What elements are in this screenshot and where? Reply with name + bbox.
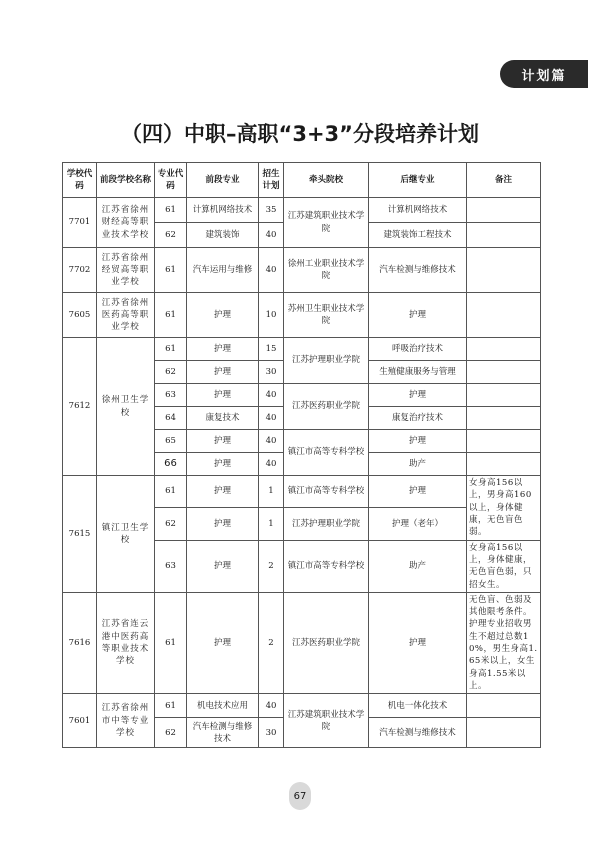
next-major: 建筑装饰工程技术	[369, 223, 467, 248]
header-plan: 招生计划	[259, 163, 284, 198]
front-major: 护理	[187, 476, 259, 508]
major-code: 62	[155, 508, 187, 540]
next-major: 护理	[369, 293, 467, 338]
plan-count: 2	[259, 540, 284, 592]
major-code: 65	[155, 430, 187, 453]
plan-count: 15	[259, 338, 284, 361]
plan-count: 1	[259, 508, 284, 540]
school-name: 江苏省徐州财经高等职业技术学校	[97, 198, 155, 248]
note: 女身高156以上，身体健康，无色盲色弱，只招女生。	[467, 540, 541, 592]
plan-count: 40	[259, 223, 284, 248]
plan-count: 40	[259, 453, 284, 476]
header-lead-college: 牵头院校	[284, 163, 369, 198]
front-major: 护理	[187, 338, 259, 361]
next-major: 助产	[369, 453, 467, 476]
note	[467, 293, 541, 338]
front-major: 护理	[187, 453, 259, 476]
major-code: 61	[155, 338, 187, 361]
major-code: 61	[155, 198, 187, 223]
school-name: 江苏省徐州经贸高等职业学校	[97, 248, 155, 293]
next-major: 护理	[369, 592, 467, 694]
lead-college: 江苏护理职业学院	[284, 338, 369, 384]
lead-college: 徐州工业职业技术学院	[284, 248, 369, 293]
lead-college: 苏州卫生职业技术学院	[284, 293, 369, 338]
note	[467, 430, 541, 453]
header-front-major: 前段专业	[187, 163, 259, 198]
front-major: 护理	[187, 540, 259, 592]
table-row	[63, 476, 541, 508]
front-major: 护理	[187, 430, 259, 453]
plan-count: 10	[259, 293, 284, 338]
next-major: 护理	[369, 430, 467, 453]
next-major: 康复治疗技术	[369, 407, 467, 430]
school-name: 江苏省徐州医药高等职业学校	[97, 293, 155, 338]
plan-count: 40	[259, 694, 284, 718]
note	[467, 338, 541, 361]
front-major: 护理	[187, 361, 259, 384]
front-major: 计算机网络技术	[187, 198, 259, 223]
major-code: 63	[155, 384, 187, 407]
note	[467, 453, 541, 476]
major-code: 61	[155, 293, 187, 338]
plan-count: 2	[259, 592, 284, 694]
plan-count: 30	[259, 718, 284, 748]
table-row	[63, 248, 541, 293]
school-code: 7702	[63, 248, 97, 293]
school-name: 江苏省徐州市中等专业学校	[97, 694, 155, 748]
plan-count: 40	[259, 384, 284, 407]
table-row	[63, 592, 541, 694]
school-name: 江苏省连云港中医药高等职业技术学校	[97, 592, 155, 694]
header-school-code: 学校代码	[63, 163, 97, 198]
note	[467, 718, 541, 748]
lead-college: 江苏建筑职业技术学院	[284, 694, 369, 748]
lead-college: 镇江市高等专科学校	[284, 540, 369, 592]
front-major: 汽车检测与维修技术	[187, 718, 259, 748]
school-code: 7701	[63, 198, 97, 248]
lead-college: 江苏建筑职业技术学院	[284, 198, 369, 248]
table-row	[63, 293, 541, 338]
major-code: 62	[155, 718, 187, 748]
next-major: 机电一体化技术	[369, 694, 467, 718]
section-badge: 计划篇	[500, 60, 588, 88]
header-school-name: 前段学校名称	[97, 163, 155, 198]
major-code: 62	[155, 223, 187, 248]
front-major: 护理	[187, 508, 259, 540]
table-header-row	[63, 163, 541, 198]
lead-college: 江苏医药职业学院	[284, 592, 369, 694]
front-major: 护理	[187, 293, 259, 338]
major-code: 63	[155, 540, 187, 592]
front-major: 护理	[187, 384, 259, 407]
next-major: 汽车检测与维修技术	[369, 718, 467, 748]
major-code: 61	[155, 694, 187, 718]
page-number: 67	[289, 782, 311, 810]
front-major: 机电技术应用	[187, 694, 259, 718]
lead-college: 江苏护理职业学院	[284, 508, 369, 540]
front-major: 康复技术	[187, 407, 259, 430]
lead-college: 镇江市高等专科学校	[284, 430, 369, 476]
major-code: 61	[155, 476, 187, 508]
next-major: 助产	[369, 540, 467, 592]
school-code: 7612	[63, 338, 97, 476]
plan-count: 40	[259, 430, 284, 453]
school-name: 镇江卫生学校	[97, 476, 155, 593]
front-major: 汽车运用与维修	[187, 248, 259, 293]
next-major: 汽车检测与维修技术	[369, 248, 467, 293]
front-major: 建筑装饰	[187, 223, 259, 248]
major-code: 66	[155, 453, 187, 476]
front-major: 护理	[187, 592, 259, 694]
school-name: 徐州卫生学校	[97, 338, 155, 476]
table-row	[63, 338, 541, 361]
next-major: 护理	[369, 476, 467, 508]
lead-college: 镇江市高等专科学校	[284, 476, 369, 508]
major-code: 61	[155, 248, 187, 293]
next-major: 生殖健康服务与管理	[369, 361, 467, 384]
header-note: 备注	[467, 163, 541, 198]
table-row	[63, 694, 541, 718]
note	[467, 248, 541, 293]
plan-count: 30	[259, 361, 284, 384]
note	[467, 361, 541, 384]
note	[467, 198, 541, 223]
note: 女身高156以上，男身高160以上，身体健康，无色盲色弱。	[467, 476, 541, 541]
next-major: 呼吸治疗技术	[369, 338, 467, 361]
next-major: 计算机网络技术	[369, 198, 467, 223]
next-major: 护理（老年）	[369, 508, 467, 540]
header-major-code: 专业代码	[155, 163, 187, 198]
note: 无色盲、色弱及其他限考条件。护理专业招收男生不超过总数10%，男生身高1.65米以上，女生身高1.55米以上。	[467, 592, 541, 694]
plan-count: 1	[259, 476, 284, 508]
note	[467, 384, 541, 407]
major-code: 64	[155, 407, 187, 430]
school-code: 7615	[63, 476, 97, 593]
header-next-major: 后继专业	[369, 163, 467, 198]
note	[467, 407, 541, 430]
school-code: 7601	[63, 694, 97, 748]
school-code: 7605	[63, 293, 97, 338]
major-code: 61	[155, 592, 187, 694]
school-code: 7616	[63, 592, 97, 694]
plan-count: 40	[259, 248, 284, 293]
note	[467, 223, 541, 248]
lead-college: 江苏医药职业学院	[284, 384, 369, 430]
plan-table	[62, 162, 541, 748]
plan-table-container	[62, 162, 541, 748]
plan-count: 40	[259, 407, 284, 430]
table-row	[63, 198, 541, 223]
next-major: 护理	[369, 384, 467, 407]
page-title: （四）中职–高职“3+3”分段培养计划	[121, 122, 479, 146]
plan-count: 35	[259, 198, 284, 223]
major-code: 62	[155, 361, 187, 384]
note	[467, 694, 541, 718]
